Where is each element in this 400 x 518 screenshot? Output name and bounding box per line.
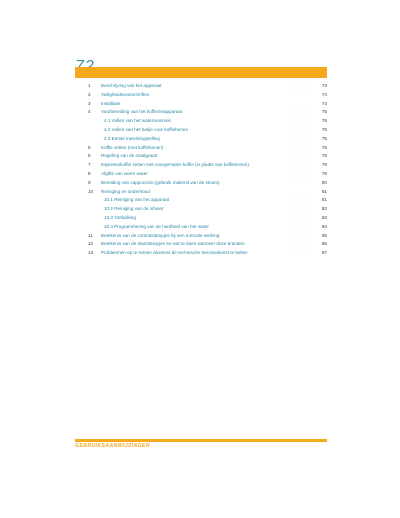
toc-entry <box>75 232 327 241</box>
toc-dot-leader: . . . <box>290 109 307 115</box>
toc-entry-title: Veiligheidsvoorschriften <box>101 91 150 97</box>
toc-entry-page: 75 <box>321 126 327 132</box>
toc-dot-leader: . . . <box>290 241 307 247</box>
toc-dot-leader: . . . <box>290 206 307 212</box>
toc-entry-number: 11 <box>88 232 93 238</box>
toc-entry-page: 80 <box>321 179 327 185</box>
toc-entry-page: 81 <box>321 197 327 203</box>
toc-entry <box>75 100 327 109</box>
toc-entry <box>75 82 327 91</box>
toc-dot-leader: . . . <box>290 197 307 203</box>
table-of-contents <box>75 82 327 258</box>
toc-entry-title: Afgifte van warm water <box>101 170 148 176</box>
toc-entry-title: Regeling van de maalgraad <box>101 153 158 159</box>
toc-entry-page: 87 <box>321 250 327 256</box>
toc-entry-number: 2 <box>88 91 91 97</box>
toc-dot-leader: . . . <box>290 170 307 176</box>
toc-entry-number: 10 <box>88 188 94 194</box>
toc-entry-title: 10.1 Reiniging van het apparaat <box>104 197 170 203</box>
toc-entry-number: 4 <box>88 109 91 115</box>
toc-dot-leader: . . . <box>290 153 307 159</box>
toc-dot-leader: . . . <box>290 118 307 124</box>
toc-entry-page: 75 <box>321 135 327 141</box>
toc-entry <box>75 214 327 223</box>
footer-bar <box>75 439 327 442</box>
toc-dot-leader: . . . <box>290 250 307 256</box>
toc-entry-page: 81 <box>321 188 327 194</box>
toc-entry-page: 82 <box>321 206 327 212</box>
toc-entry-title: Bereiding van cappuccino (gebruik makend van de stoom) <box>101 179 220 185</box>
toc-entry-page: 85 <box>321 232 327 238</box>
toc-entry-page: 79 <box>321 170 327 176</box>
toc-entry-page: 86 <box>321 241 327 247</box>
toc-entry-title: Espressokoffie zetten met voorgemalen koffie (in plaats van koffiebonen) <box>101 162 249 168</box>
toc-entry <box>75 117 327 126</box>
toc-dot-leader: . . . <box>290 135 307 141</box>
toc-entry-page: 78 <box>321 153 327 159</box>
toc-entry-number: 5 <box>88 144 91 150</box>
toc-entry-number: 13 <box>88 250 94 256</box>
toc-dot-leader: . . . <box>290 188 307 194</box>
toc-entry <box>75 161 327 170</box>
toc-entry <box>75 205 327 214</box>
toc-entry-page: 75 <box>321 109 327 115</box>
header-bar <box>75 67 327 78</box>
toc-dot-leader: . . . <box>290 100 307 106</box>
toc-entry-number: 12 <box>88 241 94 247</box>
toc-entry-title: 10.3 Ontkalking <box>104 214 136 220</box>
toc-entry-number: 3 <box>88 100 91 106</box>
toc-entry-title: Reiniging en onderhoud <box>101 188 150 194</box>
toc-entry-number: 7 <box>88 162 91 168</box>
toc-entry <box>75 179 327 188</box>
toc-dot-leader: . . . <box>290 83 307 88</box>
toc-dot-leader: . . . <box>290 126 307 132</box>
toc-entry-page: 76 <box>321 144 327 150</box>
toc-dot-leader: . . . <box>290 232 307 238</box>
toc-entry-title: 4.2 Vullen van het bakje voor koffiebonen <box>104 126 189 132</box>
toc-entry-title: Voorbereiding van het koffiezetapparaat <box>101 109 183 115</box>
toc-entry-page: 84 <box>321 223 327 229</box>
toc-dot-leader: . . . <box>290 144 307 150</box>
toc-dot-leader: . . . <box>290 223 307 229</box>
toc-entry-page: 73 <box>321 83 327 88</box>
toc-entry-title: Probleemen op te lossen alvorens de technische Servicedienst te bellen <box>101 250 248 256</box>
toc-entry-title: Betekenis van de alarmlampjes en wat te doen wanneer deze branden <box>101 241 245 247</box>
toc-entry-page: 79 <box>321 162 327 168</box>
toc-entry-title: 4.3 Eerste inwerkingstelling <box>104 135 160 141</box>
toc-entry <box>75 126 327 135</box>
toc-entry-title: 10.4 Programmering van de hardheid van het water <box>104 223 209 229</box>
toc-entry-title: Installatie <box>101 100 121 106</box>
toc-entry <box>75 144 327 153</box>
toc-entry-page: 83 <box>321 214 327 220</box>
toc-dot-leader: . . . <box>290 179 307 185</box>
toc-entry-page: 74 <box>321 91 327 97</box>
toc-dot-leader: . . . <box>290 91 307 97</box>
toc-entry-page: 75 <box>321 118 327 124</box>
toc-entry-title: 10.2 Reiniging van de infuser <box>104 206 164 212</box>
toc-entry-title: Beschrijving van het apparaat <box>101 83 162 88</box>
toc-entry-title: 4.1 Vullen van het waterreservoir <box>104 118 171 124</box>
toc-entry-title: Koffie zetten (met koffiebonen) <box>101 144 164 150</box>
toc-entry <box>75 170 327 179</box>
toc-entry <box>75 249 327 258</box>
toc-entry <box>75 91 327 100</box>
toc-entry <box>75 135 327 144</box>
toc-entry <box>75 108 327 117</box>
toc-entry-number: 9 <box>88 179 91 185</box>
toc-entry-number: 1 <box>88 83 91 88</box>
toc-entry <box>75 188 327 197</box>
toc-entry-title: Betekenis van de controlelampjes bij een normale werking <box>101 232 220 238</box>
toc-entry <box>75 152 327 161</box>
toc-entry-number: 6 <box>88 153 91 159</box>
toc-dot-leader: . . . <box>290 214 307 220</box>
toc-entry <box>75 240 327 249</box>
toc-entry <box>75 223 327 232</box>
toc-dot-leader: . . . <box>290 162 307 168</box>
toc-entry-page: 74 <box>321 100 327 106</box>
toc-entry-number: 8 <box>88 170 91 176</box>
toc-entry <box>75 196 327 205</box>
footer-label: GEBRUIKSAANWIJZINGEN <box>75 443 151 449</box>
